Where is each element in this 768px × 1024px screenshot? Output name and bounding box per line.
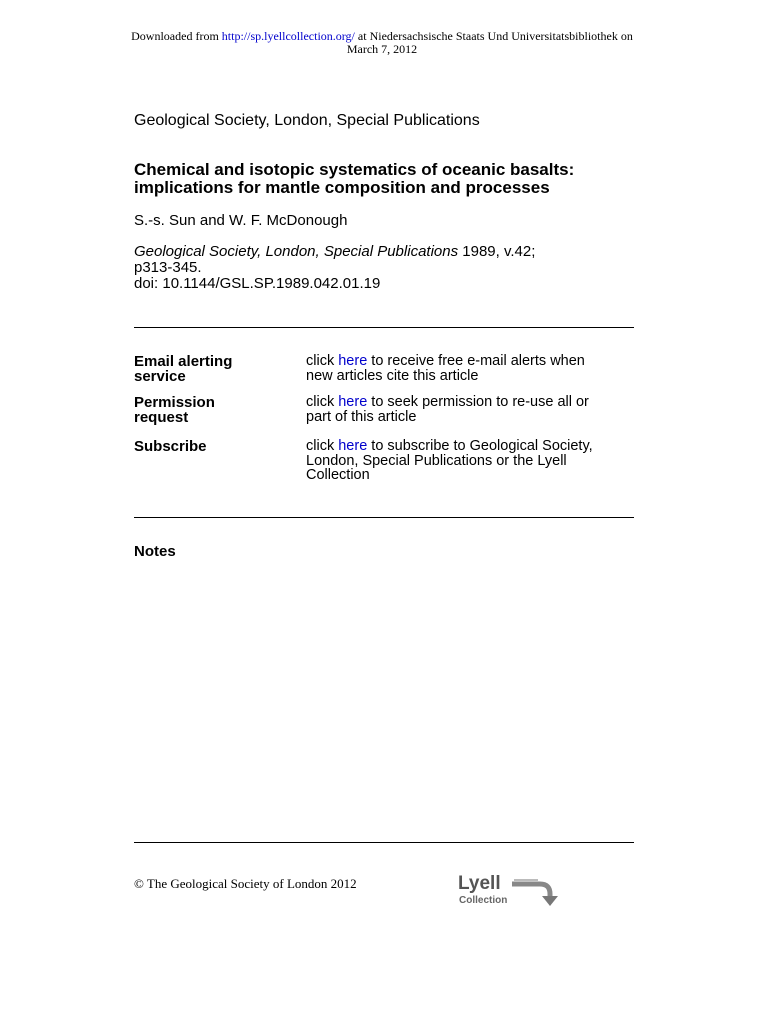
subscribe-link[interactable]: here [338, 438, 368, 454]
series-name: Geological Society, London, Special Publications [134, 112, 480, 129]
article-citation [134, 244, 634, 292]
download-date: March 7, 2012 [346, 42, 418, 56]
citation-year-volume: 1989, v.42; [458, 243, 536, 260]
divider-top [134, 327, 634, 328]
citation-doi: doi: 10.1144/GSL.SP.1989.042.01.19 [134, 275, 381, 292]
download-source-link[interactable]: http://sp.lyellcollection.org/ [221, 29, 355, 43]
permission-link[interactable]: here [338, 394, 368, 410]
divider-bottom [134, 842, 634, 843]
logo-subtitle: Collection [459, 895, 508, 906]
service-label-permission: Permission request [134, 394, 215, 426]
lyell-arrow-icon [510, 874, 562, 908]
email-alerts-link[interactable]: here [338, 353, 368, 369]
service-label-subscribe: Subscribe [134, 438, 207, 455]
article-title-line-2: implications for mantle composition and processes [134, 178, 550, 197]
download-prefix: Downloaded from [131, 29, 222, 43]
citation-journal: Geological Society, London, Special Publications [134, 243, 459, 260]
divider-middle [134, 517, 634, 518]
lyell-collection-logo [456, 870, 566, 910]
download-notice [80, 30, 684, 56]
article-title-line-1: Chemical and isotopic systematics of oceanic basalts: [134, 160, 575, 179]
article-title [134, 161, 654, 197]
article-authors: S.-s. Sun and W. F. McDonough [134, 212, 348, 229]
service-desc-permission: click here to seek permission to re-use all or part of this article [306, 394, 589, 425]
download-suffix: at Niedersachsische Staats Und Universitatsbibliothek on [354, 29, 633, 43]
service-desc-subscribe: click here to subscribe to Geological Society, London, Special Publications or the Lyell Collection [306, 438, 593, 483]
service-label-email-alerts: Email alerting service [134, 353, 233, 385]
logo-name: Lyell [458, 873, 501, 894]
service-desc-email-alerts: click here to receive free e-mail alerts when new articles cite this article [306, 353, 585, 384]
citation-pages: p313-345. [134, 259, 202, 276]
copyright-notice: © The Geological Society of London 2012 [134, 876, 357, 891]
notes-heading: Notes [134, 543, 176, 560]
